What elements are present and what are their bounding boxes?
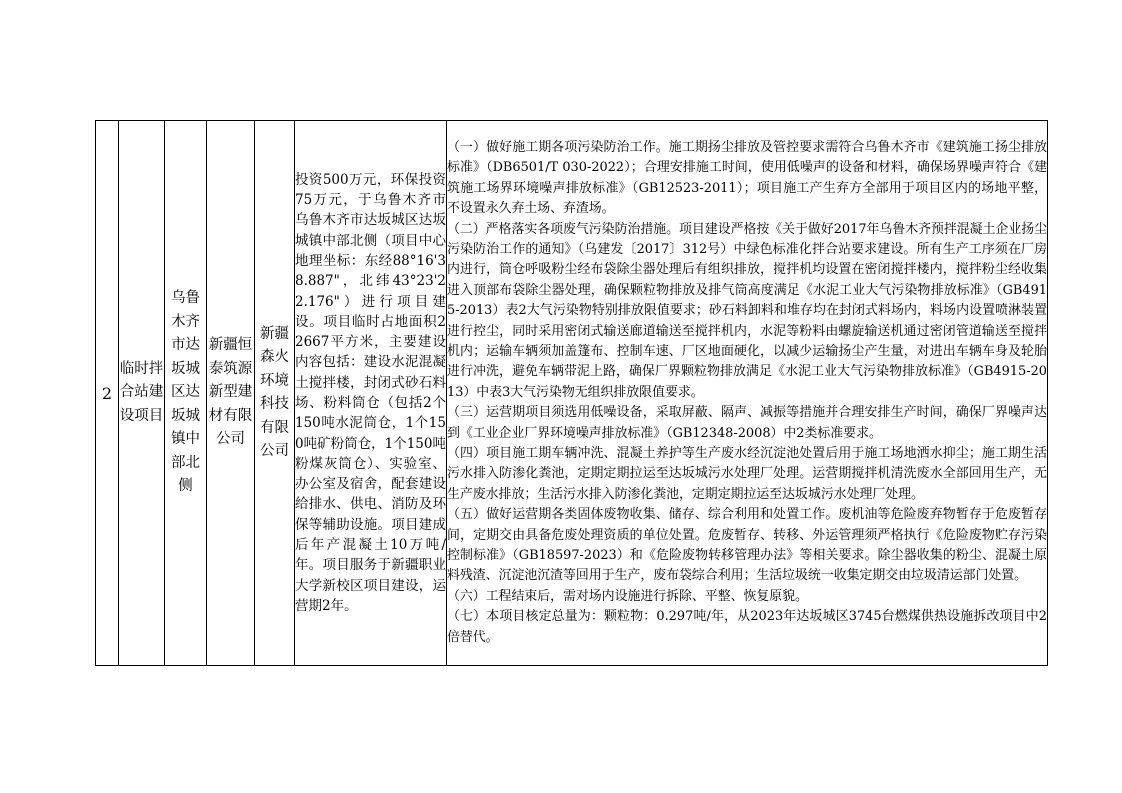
assessor-cell: 新疆森火环境科技有限公司: [255, 121, 295, 666]
builder-cell: 新疆恒泰筑源新型建材有限公司: [207, 121, 255, 666]
requirement-item: （二）严格落实各项废气污染防治措施。项目建设严格按《关于做好2017年乌鲁木齐预拌混凝土企业扬尘污染防治工作的通知》（乌建发〔2017〕312号）中绿色标准化拌合站要求建设。所有生产工序须在厂房内进行，筒仓呼吸粉尘经布袋除尘器处理后有组织排放，搅拌机均设置在密闭搅拌楼内，搅拌粉尘经收集进入顶部布袋除尘器处理，确保颗粒物排放及排气筒高度满足《水泥工业大气污染物排放标准》（GB4915-2013）表2大气污染物特别排放限值要求；砂石料卸料和堆存均在封闭式料场内，料场内设置喷淋装置进行控尘，同时采用密闭式输送廊道输送至搅拌机内，水泥等粉料由螺旋输送机通过密闭管道输送至搅拌机内；运输车辆须加盖篷布、控制车速、厂区地面硬化，以减少运输扬尘产生量，对进出车辆车身及轮胎进行冲洗，避免车辆带泥上路，确保厂界颗粒物排放满足《水泥工业大气污染物排放标准》（GB4915-2013）中表3大气污染物无组织排放限值要求。: [447, 221, 1047, 400]
table-row: [96, 121, 1048, 666]
project-name-cell: 临时拌合站建设项目: [119, 121, 165, 666]
requirement-item: （五）做好运营期各类固体废物收集、储存、综合利用和处置工作。废机油等危险废弃物暂存于危废暂存间，定期交由具备危废处理资质的单位处置。危废暂存、转移、外运管理须严格执行《危险废物贮存污染控制标准》（GB18597-2023）和《危险废物转移管理办法》等相关要求。除尘器收集的粉尘、混凝土原料残渣、沉淀池沉渣等回用于生产，废布袋综合利用；生活垃圾统一收集定期交由垃圾清运部门处置。: [447, 507, 1047, 584]
requirement-item: （三）运营期项目须选用低噪设备，采取屏蔽、隔声、减振等措施并合理安排生产时间，确保厂界噪声达到《工业企业厂界环境噪声排放标准》（GB12348-2008）中2类标准要求。: [447, 405, 1047, 441]
row-number: 2: [96, 121, 119, 666]
description-cell: 投资500万元，环保投资75万元，于乌鲁木齐市乌鲁木齐市达坂城区达坂城镇中部北侧（项目中心地理坐标：东经88°16'38.887"，北纬43°23'22.176"）进行项目建设。项目临时占地面积22667平方米，主要建设内容包括：建设水泥混凝土搅拌楼，封闭式砂石料场、粉料筒仓（包括2个150吨水泥筒仓，1个150吨矿粉筒仓，1个150吨粉煤灰筒仓）、实验室、办公室及宿舍，配套建设给排水、供电、消防及环保等辅助设施。项目建成后年产混凝土10万吨/年。项目服务于新疆职业大学新校区项目建设，运营期2年。: [295, 121, 447, 666]
requirement-item: （七）本项目核定总量为：颗粒物：0.297吨/年，从2023年达坂城区3745台燃煤供热设施拆改项目中2倍替代。: [447, 609, 1047, 645]
location-cell: 乌鲁木齐市达坂城区达坂城镇中部北侧: [165, 121, 207, 666]
requirement-item: （一）做好施工期各项污染防治工作。施工期扬尘排放及管控要求需符合乌鲁木齐市《建筑施工扬尘排放标准》（DB6501/T 030-2022）；合理安排施工时间，使用低噪声的设备和材料，确保场界噪声符合《建筑施工场界环境噪声排放标准》（GB12523-2011）；项目施工产生弃方全部用于项目区内的场地平整，不设置永久弃土场、弃渣场。: [447, 139, 1047, 217]
requirement-item: （六）工程结束后，需对场内设施进行拆除、平整、恢复原貌。: [447, 588, 808, 604]
requirement-item: （四）项目施工期车辆冲洗、混凝土养护等生产废水经沉淀池处置后用于施工场地洒水抑尘；施工期生活污水排入防渗化粪池，定期定期拉运至达坂城污水处理厂处理。运营期搅拌机清洗废水全部回用生产，无生产废水排放；生活污水排入防渗化粪池，定期定期拉运至达坂城污水处理厂处理。: [447, 446, 1047, 502]
requirements-cell: [447, 121, 1048, 666]
project-table: [95, 120, 1048, 666]
